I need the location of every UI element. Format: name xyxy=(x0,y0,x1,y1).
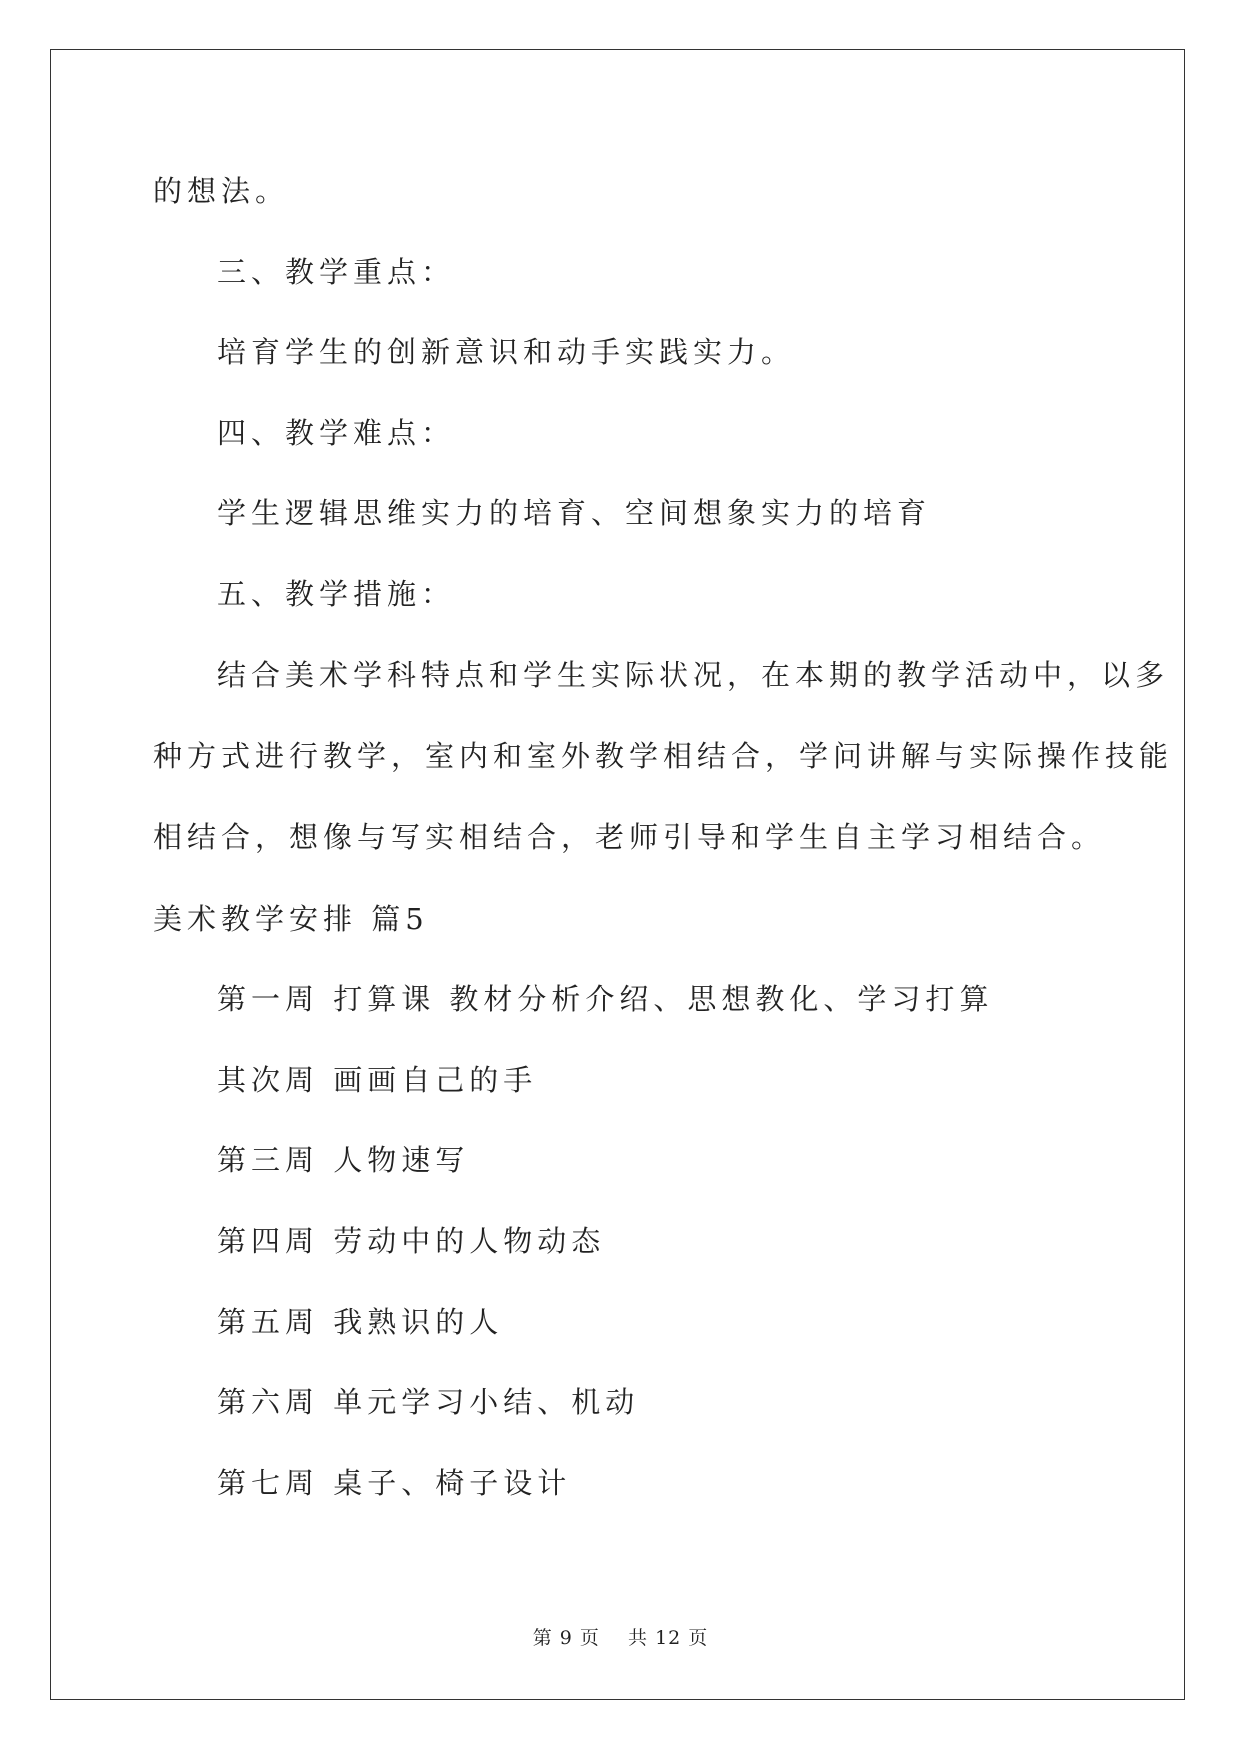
schedule-week-6: 第六周 单元学习小结、机动 xyxy=(217,1385,640,1419)
schedule-week-3: 第三周 人物速写 xyxy=(217,1143,470,1177)
heading-teaching-focus: 三、教学重点： xyxy=(217,255,456,289)
heading-teaching-difficulty: 四、教学难点： xyxy=(217,416,456,450)
schedule-week-7: 第七周 桌子、椅子设计 xyxy=(217,1466,572,1500)
body-line-difficulty: 学生逻辑思维实力的培育、空间想象实力的培育 xyxy=(217,496,932,530)
body-line-focus: 培育学生的创新意识和动手实践实力。 xyxy=(217,335,796,369)
schedule-week-5: 第五周 我熟识的人 xyxy=(217,1305,504,1339)
body-line-measures-3: 相结合，想像与写实相结合，老师引导和学生自主学习相结合。 xyxy=(153,820,1106,854)
schedule-week-2: 其次周 画画自己的手 xyxy=(217,1063,538,1097)
heading-teaching-measures: 五、教学措施： xyxy=(217,577,456,611)
schedule-week-1: 第一周 打算课 教材分析介绍、思想教化、学习打算 xyxy=(217,982,994,1016)
page-border xyxy=(50,49,1185,1700)
schedule-week-4: 第四周 劳动中的人物动态 xyxy=(217,1224,606,1258)
body-line-measures-1: 结合美术学科特点和学生实际状况，在本期的教学活动中，以多 xyxy=(217,658,1170,692)
page-number-footer: 第 9 页 共 12 页 xyxy=(532,1627,709,1649)
body-line-1: 的想法。 xyxy=(153,174,290,208)
section-title: 美术教学安排 篇5 xyxy=(153,902,429,936)
body-line-measures-2: 种方式进行教学，室内和室外教学相结合，学问讲解与实际操作技能 xyxy=(153,739,1174,773)
